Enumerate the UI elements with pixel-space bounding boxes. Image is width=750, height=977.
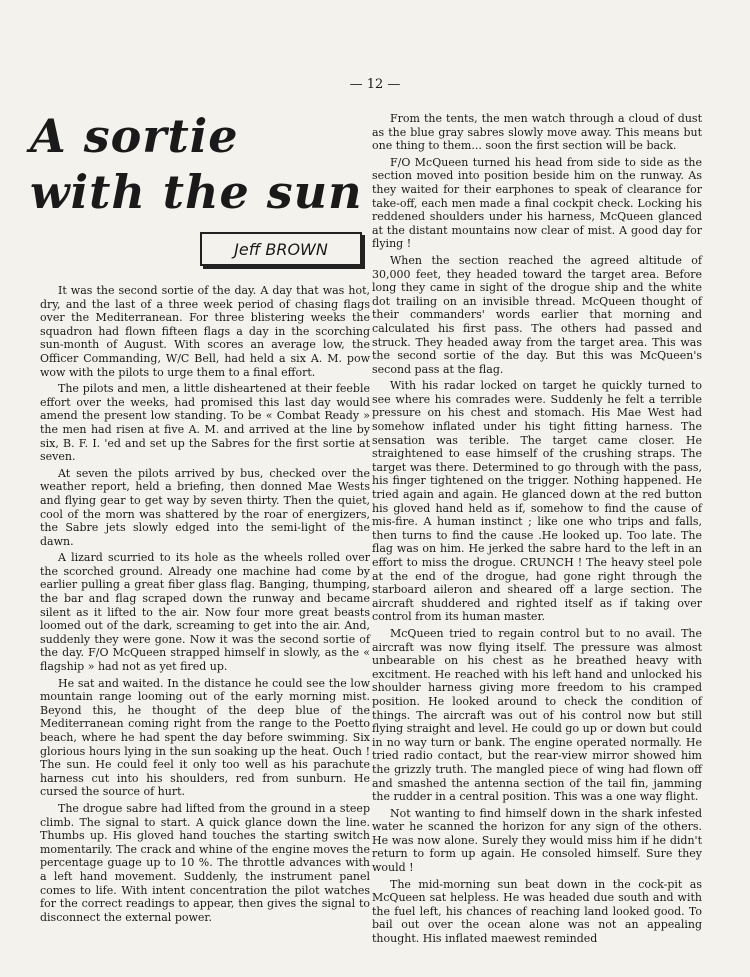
- paragraph: A lizard scurried to its hole as the wheels rolled over the scorched ground. Already one machine had come by earlier pulling a great fiber glass flag. Banging, thumping, the bar and flag scraped down the runway and became silent as it lifted to the air. Now four more great beasts loomed out of the dark, screaming to get into the air. And, suddenly they were gone. Now it was the second sortie of the day. F/O McQueen strapped himself in slowly, as the « flagship » had not as yet fired up.: [40, 551, 370, 674]
- paragraph: From the tents, the men watch through a cloud of dust as the blue gray sabres slowly move away. This means but one thing to them... soon the first section will be back.: [372, 112, 702, 153]
- left-column: [40, 284, 370, 927]
- page-number: — 12 —: [349, 77, 401, 92]
- paragraph: The pilots and men, a little disheartened at their feeble effort over the weeks, had promised this last day would amend the present low standing. To be « Combat Ready » the men had risen at five A. M. and arrived at the line by six, B. F. I. 'ed and set up the Sabres for the first sortie at seven.: [40, 382, 370, 464]
- title-line-1: A sortie: [30, 109, 239, 163]
- paragraph: When the section reached the agreed altitude of 30,000 feet, they headed toward the target area. Before long they came in sight of the drogue ship and the white dot trailing on an invisible thread. McQueen thought of their commanders' words earlier that morning and calculated his first pass. The others had passed and struck. They headed away from the target area. This was the second sortie of the day. But this was McQueen's second pass at the flag.: [372, 253, 702, 376]
- paragraph: Not wanting to find himself down in the shark infested water he scanned the horizon for any sign of the others. He was now alone. Surely they would miss him if he didn't return to form up again. He consoled himself. Sure they would !: [372, 806, 702, 875]
- paragraph: With his radar locked on target he quickly turned to see where his comrades were. Suddenly he felt a terrible pressure on his chest and stomach. His Mae West had somehow inflated under his tight fitting harness. The sensation was terible. The target came closer. He straightened to ease himself of the crushing straps. The target was there. Determined to go through with the pass, his finger tightened on the trigger. Nothing happened. He tried again and again. He glanced down at the red button his gloved hand held as if, somehow to find the cause of mis-fire. A human instinct ; like one who trips and falls, then turns to find the cause .He looked up. Too late. The flag was on him. He jerked the sabre hard to the left in an effort to miss the drogue. CRUNCH ! The heavy steel pole at the end of the drogue, had gone right through the starboard aileron and sheared off a large section. The aircraft shuddered and righted itself as if taking over control from its human master.: [372, 379, 702, 624]
- paragraph: F/O McQueen turned his head from side to side as the section moved into position beside him on the runway. As they waited for their earphones to speak of clearance for take-off, each men made a final cockpit check. Locking his reddened shoulders under his harness, McQueen glanced at the distant mountains now clear of mist. A good day for flying !: [372, 155, 702, 251]
- author-byline: [200, 232, 362, 266]
- author-name: Jeff BROWN: [234, 239, 328, 259]
- right-column: [372, 112, 702, 949]
- paragraph: The mid-morning sun beat down in the cock-pit as McQueen sat helpless. He was headed due south and with the fuel left, his chances of reaching land looked good. To bail out over the ocean alone was not an appealing thought. His inflated maewest reminded: [372, 877, 702, 946]
- paragraph: The drogue sabre had lifted from the ground in a steep climb. The signal to start. A quick glance down the line. Thumbs up. His gloved hand touches the starting switch momentarily. The crack and whine of the engine moves the percentage guage up to 10 %. The throttle advances with a left hand movement. Suddenly, the instrument panel comes to life. With intent concentration the pilot watches for the correct readings to appear, then gives the signal to disconnect the external power.: [40, 801, 370, 924]
- article-title: [30, 108, 363, 220]
- paragraph: It was the second sortie of the day. A day that was hot, dry, and the last of a three week period of chasing flags over the Mediterranean. For three blistering weeks the squadron had flown fifteen flags a day in the scorching sun-month of August. With scores an average low, the Officer Commanding, W/C Bell, had held a six A. M. pow wow with the pilots to urge them to a final effort.: [40, 284, 370, 379]
- paragraph: He sat and waited. In the distance he could see the low mountain range looming out of the early morning mist. Beyond this, he thought of the deep blue of the Mediterranean coming right from the range to the Poetto beach, where he had spent the day before swimming. Six glorious hours lying in the sun soaking up the heat. Ouch ! The sun. He could feel it only too well as his parachute harness cut into his shoulders, red from sunburn. He cursed the source of hurt.: [40, 676, 370, 799]
- title-line-2: with the sun: [30, 165, 363, 219]
- paragraph: At seven the pilots arrived by bus, checked over the weather report, held a briefing, then donned Mae Wests and flying gear to get way by seven thirty. Then the quiet, cool of the morn was shattered by the roar of energizers, the Sabre jets slowly edged into the semi-light of the dawn.: [40, 466, 370, 548]
- paragraph: McQueen tried to regain control but to no avail. The aircraft was now flying itself. The pressure was almost unbearable on his chest as he breathed heavy with excitment. He reached with his left hand and unlocked his shoulder harness giving more freedom to his cramped position. He looked around to check the condition of things. The aircraft was out of his control now but still flying straight and level. He could go up or down but could in no way turn or bank. The engine operated normally. He tried radio contact, but the rear-view mirror showed him the grizzly truth. The mangled piece of wing had flown off and smashed the antenna section of the tail fin, jamming the rudder in a central position. This was a one way flight.: [372, 626, 702, 804]
